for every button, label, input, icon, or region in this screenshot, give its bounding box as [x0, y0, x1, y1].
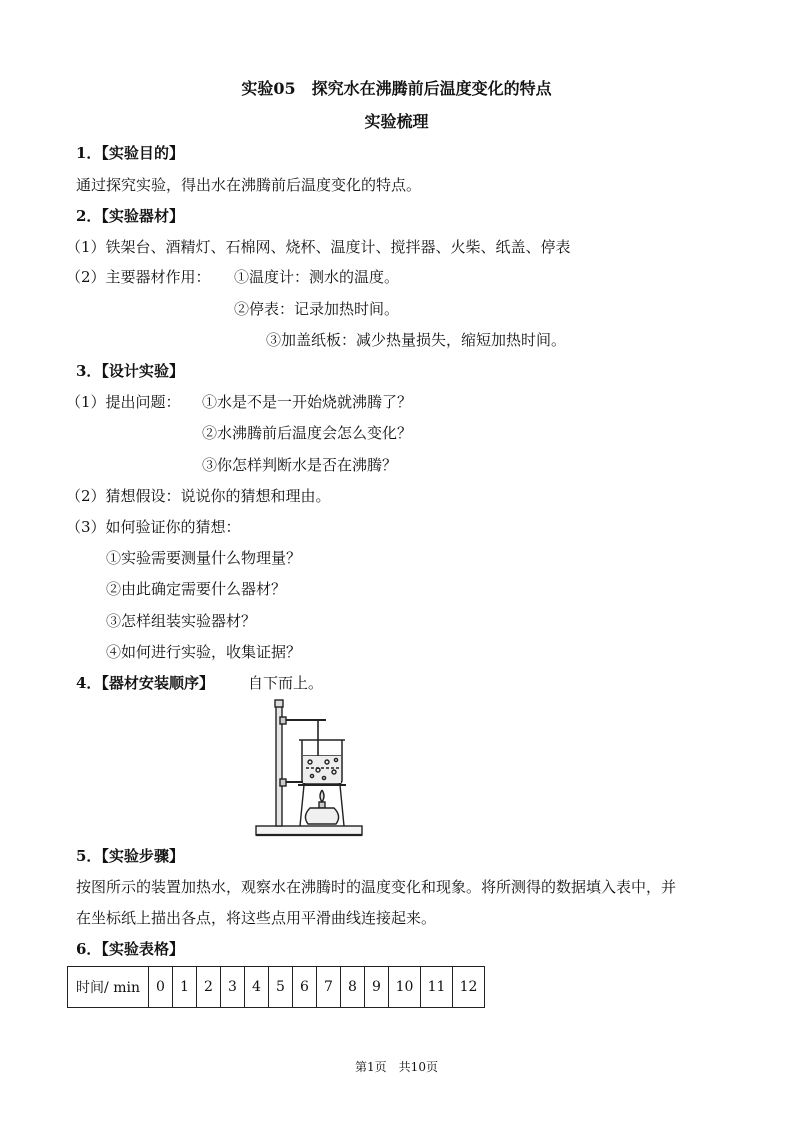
- design-heading: 3．【设计实验】: [76, 362, 184, 380]
- table-header-cell: 时间/ min: [68, 967, 149, 1008]
- table-cell: 7: [317, 967, 341, 1008]
- table-cell: 10: [389, 967, 421, 1008]
- steps-text-line-1: 按图所示的装置加热水，观察水在沸腾时的温度变化和现象。将所测得的数据填入表中，并: [76, 878, 677, 896]
- page-subtitle: 实验梳理: [364, 112, 429, 131]
- equipment-heading: 2．【实验器材】: [76, 207, 184, 225]
- table-cell: 3: [221, 967, 245, 1008]
- equipment-uses-label: （2）主要器材作用：: [66, 268, 211, 286]
- table-heading: 6．【实验表格】: [76, 940, 184, 958]
- design-hypothesis: （2）猜想假设：说说你的猜想和理由。: [66, 487, 331, 505]
- boiling-apparatus-diagram: [254, 698, 366, 840]
- data-table: [67, 966, 485, 1008]
- table-cell: 4: [245, 967, 269, 1008]
- table-cell: 9: [365, 967, 389, 1008]
- equipment-list: （1）铁架台、酒精灯、石棉网、烧杯、温度计、搅拌器、火柴、纸盖、停表: [66, 238, 571, 256]
- design-verify-item: ②由此确定需要什么器材？: [106, 580, 287, 598]
- table-cell: 8: [341, 967, 365, 1008]
- equipment-use-item: ②停表：记录加热时间。: [234, 300, 400, 318]
- table-cell: 1: [173, 967, 197, 1008]
- order-text: 自下而上。: [248, 674, 324, 692]
- design-verify-item: ③怎样组装实验器材？: [106, 612, 257, 630]
- table-cell: 0: [149, 967, 173, 1008]
- table-cell: 6: [293, 967, 317, 1008]
- page-footer: 第1页 共10页: [355, 1060, 438, 1074]
- design-verify-item: ④如何进行实验，收集证据？: [106, 643, 302, 661]
- equipment-use-item: ①温度计：测水的温度。: [234, 268, 400, 286]
- design-question-item: ②水沸腾前后温度会怎么变化？: [202, 424, 413, 442]
- equipment-use-item: ③加盖纸板：减少热量损失，缩短加热时间。: [266, 331, 567, 349]
- purpose-text: 通过探究实验，得出水在沸腾前后温度变化的特点。: [76, 176, 422, 194]
- page-title: 实验05 探究水在沸腾前后温度变化的特点: [241, 79, 552, 98]
- design-verify-label: （3）如何验证你的猜想：: [66, 518, 241, 536]
- design-verify-item: ①实验需要测量什么物理量？: [106, 549, 302, 567]
- table-cell: 2: [197, 967, 221, 1008]
- table-cell: 11: [421, 967, 453, 1008]
- design-question-item: ③你怎样判断水是否在沸腾？: [202, 456, 398, 474]
- table-cell: 5: [269, 967, 293, 1008]
- table-row: [68, 967, 485, 1008]
- steps-text-line-2: 在坐标纸上描出各点，将这些点用平滑曲线连接起来。: [76, 909, 437, 927]
- purpose-heading: 1．【实验目的】: [76, 144, 184, 162]
- steps-heading: 5．【实验步骤】: [76, 847, 184, 865]
- design-question-label: （1）提出问题：: [66, 393, 181, 411]
- table-cell: 12: [453, 967, 485, 1008]
- order-heading: 4．【器材安装顺序】: [76, 674, 214, 692]
- design-question-item: ①水是不是一开始烧就沸腾了？: [202, 393, 413, 411]
